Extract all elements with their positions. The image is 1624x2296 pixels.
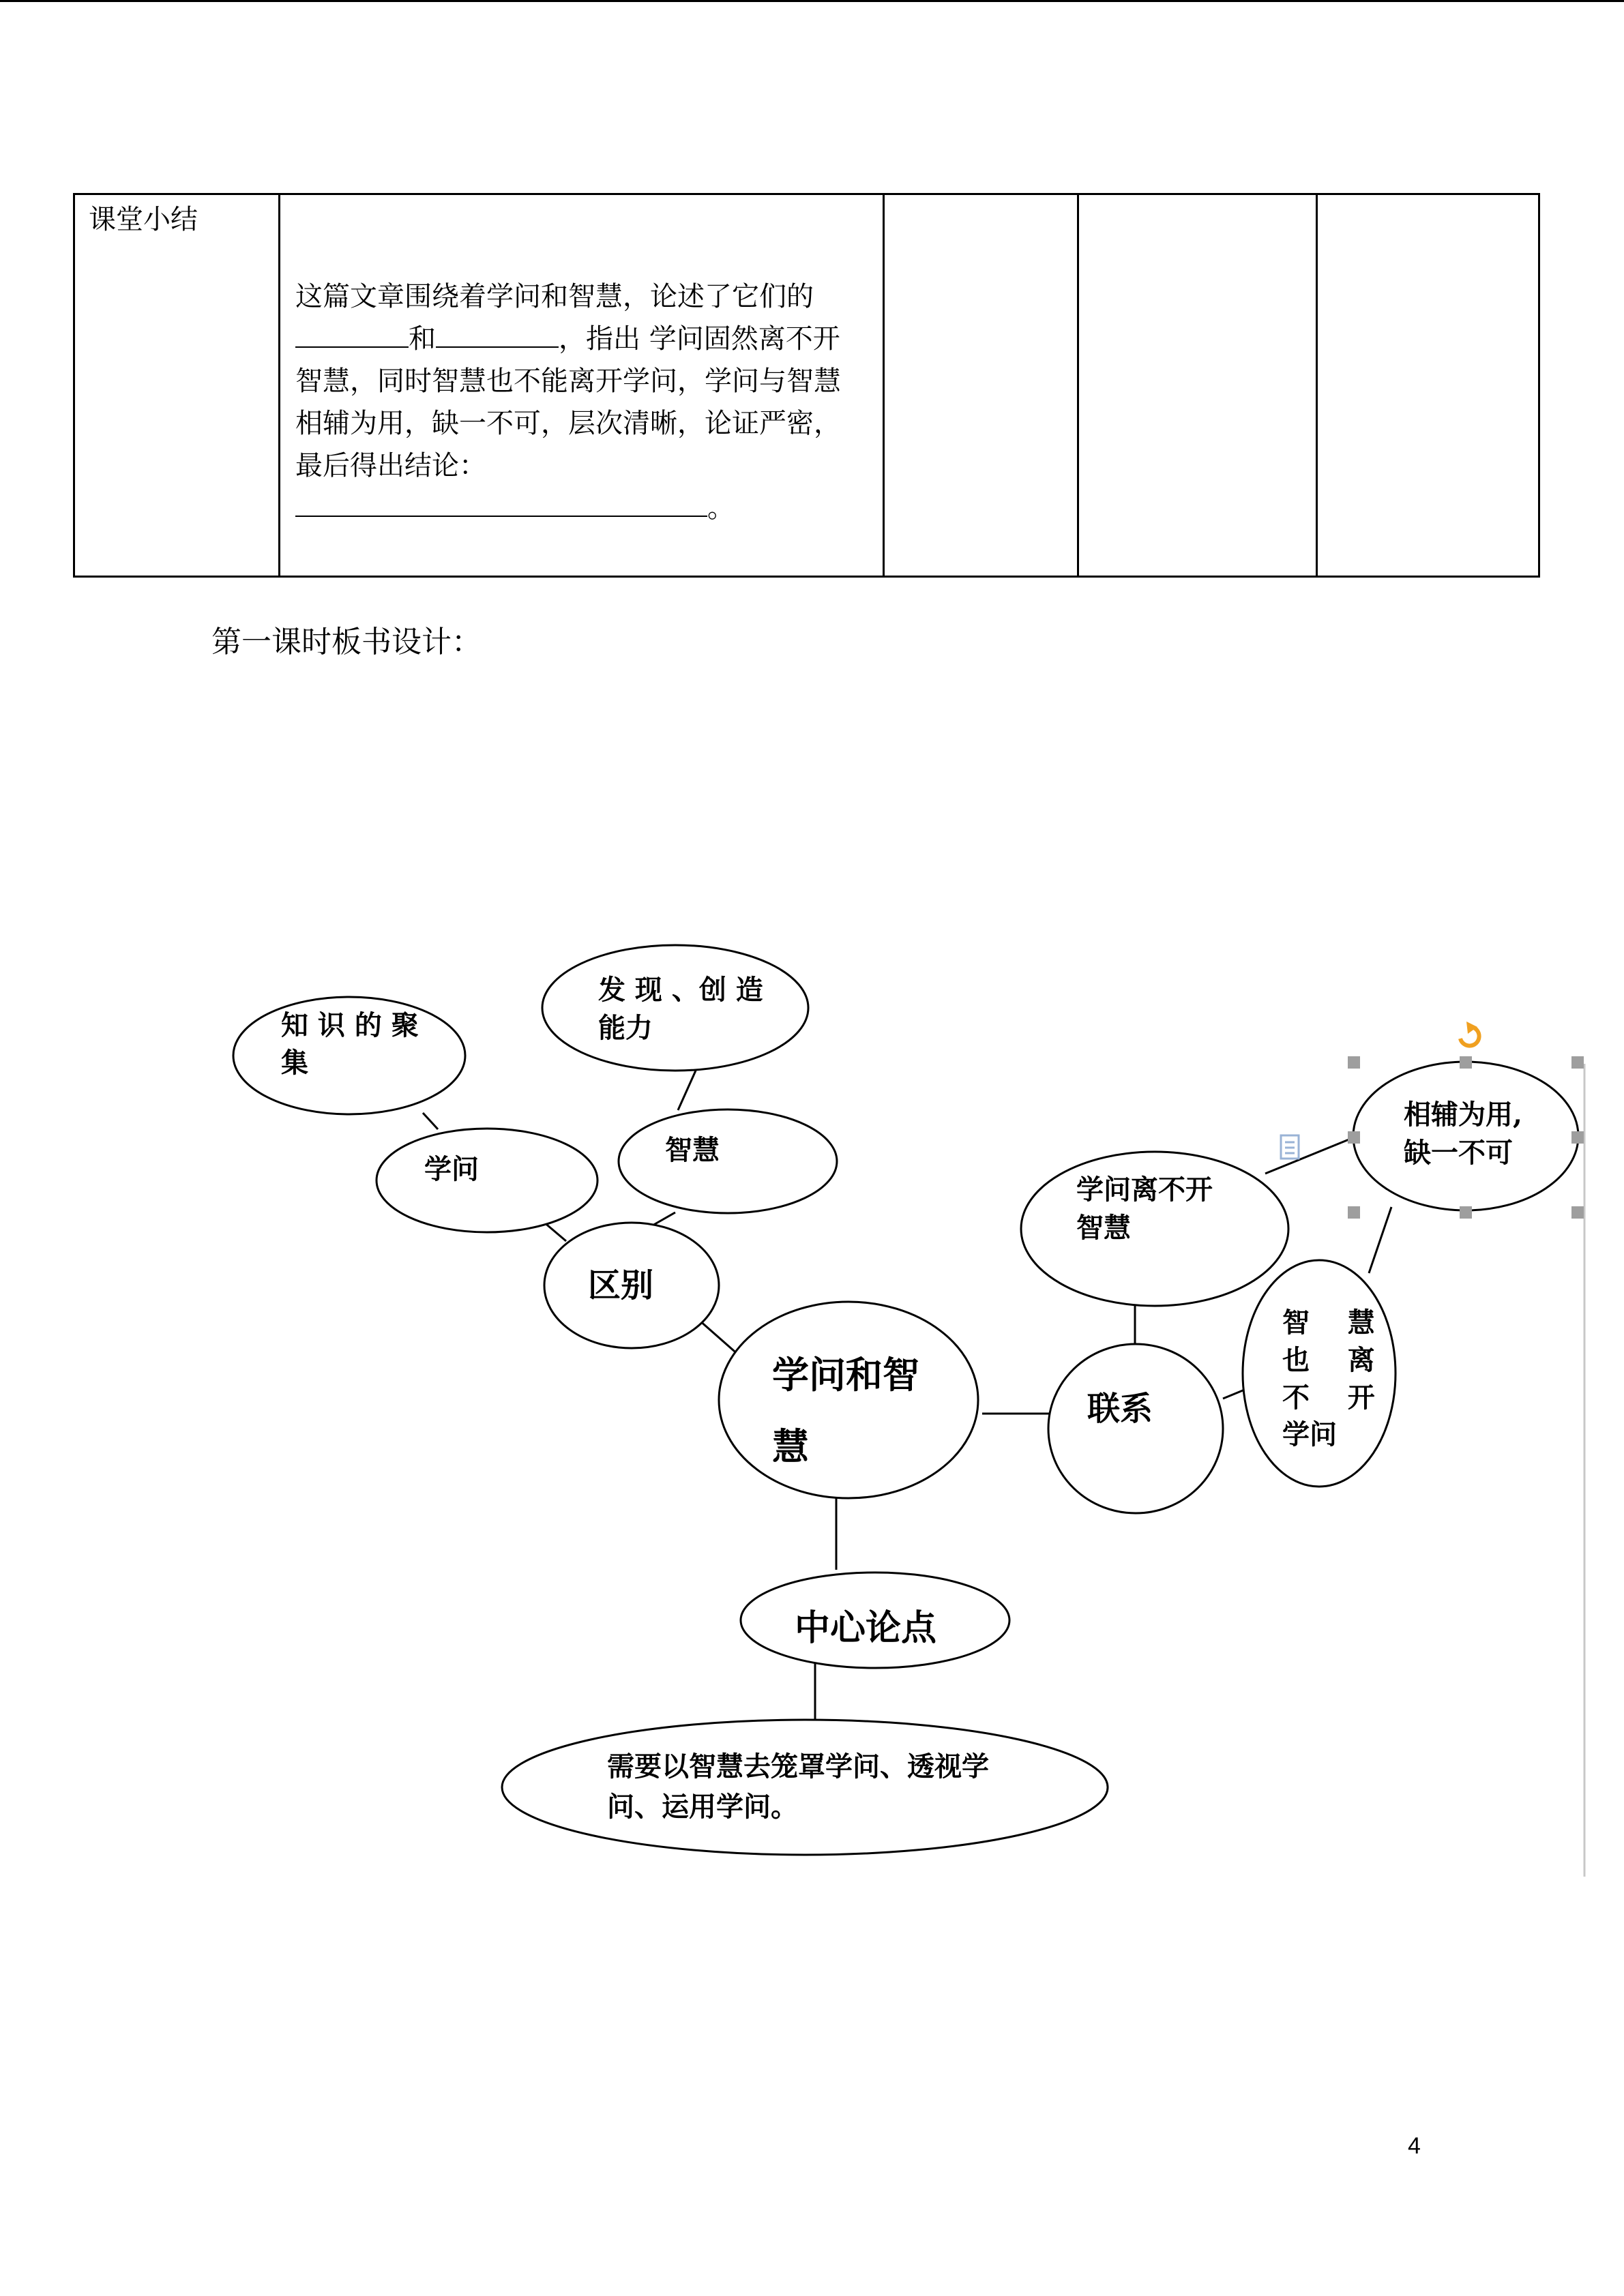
- summary-line-3: 智慧，同时智慧也不能离开学问，学问与智慧: [295, 366, 841, 397]
- node-zh-needs-xw-line1: 智 慧: [1282, 1307, 1375, 1339]
- resize-handle[interactable]: [1348, 1056, 1360, 1069]
- layout-options-icon[interactable]: [1281, 1135, 1299, 1159]
- connector-line: [1369, 1207, 1391, 1273]
- node-xuewen-shape: [377, 1129, 597, 1232]
- summary-line-6-end: 。: [707, 492, 735, 524]
- node-center-shape: [719, 1302, 978, 1498]
- node-conclusion-shape: [502, 1720, 1108, 1855]
- node-shapes: [233, 945, 1578, 1855]
- page-number: 4: [1408, 2133, 1421, 2159]
- connector-line: [678, 1071, 696, 1110]
- node-mutual-line2: 缺一不可: [1404, 1137, 1513, 1169]
- node-zh-needs-xw-line4: 学问: [1282, 1418, 1337, 1450]
- node-difference-label: 区别: [588, 1266, 654, 1304]
- summary-line-2-mid: 和: [409, 323, 436, 355]
- resize-handle[interactable]: [1460, 1206, 1472, 1219]
- resize-handle[interactable]: [1571, 1131, 1584, 1144]
- node-connection-label: 联系: [1087, 1390, 1153, 1428]
- resize-handle[interactable]: [1348, 1206, 1360, 1219]
- node-connection-shape: [1048, 1344, 1223, 1513]
- node-zhihui-shape: [619, 1109, 837, 1213]
- node-knowledge-line1: 知 识 的 聚: [281, 1009, 419, 1041]
- node-center-line1: 学问和智: [772, 1353, 919, 1397]
- resize-handle[interactable]: [1460, 1056, 1472, 1069]
- node-zh-needs-xw-line2: 也 离: [1282, 1344, 1375, 1376]
- summary-label: 课堂小结: [89, 204, 198, 235]
- node-conclusion-line1: 需要以智慧去笼罩学问、透视学: [607, 1750, 989, 1783]
- node-discover-shape: [542, 945, 808, 1071]
- node-knowledge-line2: 集: [281, 1047, 308, 1079]
- node-xw-needs-zh-line1: 学问离不开: [1076, 1174, 1213, 1206]
- summary-line-5: 最后得出结论：: [295, 450, 486, 481]
- node-center-line2: 慧: [772, 1425, 809, 1468]
- node-mutual-line1: 相辅为用,: [1404, 1099, 1522, 1131]
- node-xw-needs-zh-line2: 智慧: [1076, 1212, 1131, 1244]
- connector-line: [1265, 1137, 1354, 1174]
- node-discover-line1: 发 现 、创 造: [598, 974, 763, 1006]
- node-mutual-shape: [1353, 1062, 1578, 1210]
- resize-handle[interactable]: [1571, 1056, 1584, 1069]
- summary-line-4: 相辅为用，缺一不可，层次清晰，论证严密，: [295, 408, 841, 439]
- node-discover-line2: 能力: [598, 1012, 653, 1044]
- connector-line: [423, 1113, 438, 1129]
- resize-handle[interactable]: [1571, 1206, 1584, 1219]
- rotate-handle-icon[interactable]: [1460, 1022, 1479, 1046]
- node-zhihui-label: 智慧: [665, 1134, 720, 1166]
- section-title: 第一课时板书设计：: [211, 625, 482, 659]
- summary-line-1: 这篇文章围绕着学问和智慧，论述了它们的: [295, 281, 814, 312]
- node-xuewen-label: 学问: [424, 1153, 479, 1185]
- node-thesis-label: 中心论点: [795, 1607, 937, 1649]
- node-conclusion-line2: 问、运用学问。: [607, 1791, 798, 1823]
- resize-handle[interactable]: [1348, 1131, 1360, 1144]
- node-zh-needs-xw-line3: 不 开: [1282, 1382, 1375, 1414]
- summary-line-2-end: ，指出 学问固然离不开: [559, 323, 840, 355]
